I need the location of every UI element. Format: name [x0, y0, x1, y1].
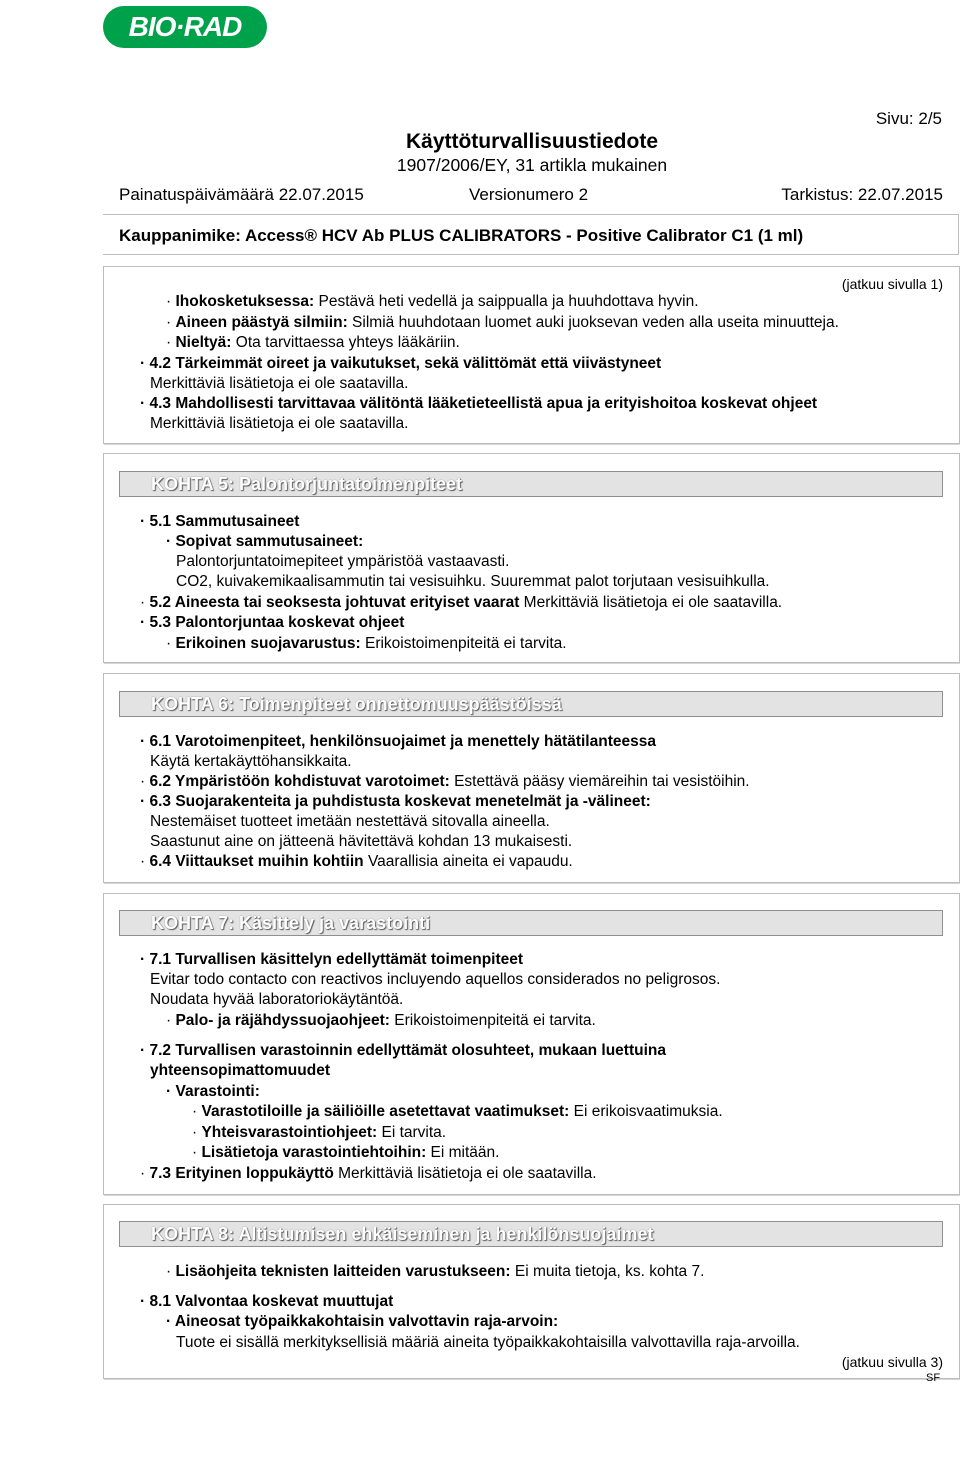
- heading-6-2: 6.2 Ympäristöön kohdistuvat varotoimet:: [149, 773, 450, 790]
- heading-5-1-text: 5.1 Sammutusaineet: [149, 513, 300, 530]
- text-6-2: Estettävä pääsy viemäreihin tai vesistöihin.: [449, 773, 750, 790]
- joint-storage: · Yhteisvarastointiohjeet: Ei tarvita.: [192, 1124, 447, 1141]
- protective-equipment-label: Erikoinen suojavarustus:: [175, 635, 361, 652]
- eye-contact: · Aineen päästyä silmiin: Silmiä huuhdotaan luomet auki juoksevan veden alla useita minuutteja.: [166, 314, 839, 331]
- ingestion-text: Ota tarvittaessa yhteys lääkäriin.: [231, 334, 460, 351]
- heading-5-3: · 5.3 Palontorjuntaa koskevat ohjeet: [140, 614, 405, 631]
- section-6-title: KOHTA 6: Toimenpiteet onnettomuuspäästöissä: [151, 694, 562, 714]
- document-subtitle: 1907/2006/EY, 31 artikla mukainen: [396, 155, 668, 175]
- heading-5-3-text: 5.3 Palontorjuntaa koskevat ohjeet: [149, 614, 405, 631]
- bio-rad-logo: [103, 6, 267, 48]
- revision-date: Tarkistus: 22.07.2015: [781, 185, 943, 204]
- limit-components-label-text: Aineosat työpaikkakohtaisin valvottavin raja-arvoin:: [174, 1313, 559, 1330]
- text-7-1-line-1: Evitar todo contacto con reactivos incluyendo aquellos considerados no peligrosos.: [150, 971, 721, 988]
- skin-contact: · Ihokosketuksessa: Pestävä heti vedellä ja saippualla ja huuhdottava hyvin.: [166, 293, 699, 310]
- joint-storage-label: Yhteisvarastointiohjeet:: [201, 1124, 378, 1141]
- heading-6-4: 6.4 Viittaukset muihin kohtiin: [149, 853, 364, 870]
- continued-to: (jatkuu sivulla 3): [841, 1354, 943, 1370]
- section-6-title-bar: [119, 691, 943, 717]
- header-rule-top: [103, 214, 959, 215]
- heading-7-3: 7.3 Erityinen loppukäyttö: [149, 1165, 334, 1182]
- hazards-5-2: · 5.2 Aineesta tai seoksesta johtuvat erityiset vaarat Merkittäviä lisätietoja ei ole saatavilla.: [140, 594, 783, 611]
- heading-7-1: · 7.1 Turvallisen käsittelyn edellyttämät toimenpiteet: [140, 951, 524, 968]
- skin-contact-label: Ihokosketuksessa:: [175, 293, 315, 310]
- environment-6-2: · 6.2 Ympäristöön kohdistuvat varotoimet: Estettävä pääsy viemäreihin tai vesistöihin.: [140, 773, 750, 790]
- heading-6-1: · 6.1 Varotoimenpiteet, henkilönsuojaimet ja menettely hätätilanteessa: [140, 733, 656, 750]
- text-6-4: Vaarallisia aineita ei vapaudu.: [363, 853, 573, 870]
- joint-storage-text: Ei tarvita.: [377, 1124, 447, 1141]
- end-use-7-3: · 7.3 Erityinen loppukäyttö Merkittäviä lisätietoja ei ole saatavilla.: [140, 1165, 597, 1182]
- storage-info-label: Lisätietoja varastointiehtoihin:: [201, 1144, 427, 1161]
- text-6-1: Käytä kertakäyttöhansikkaita.: [150, 753, 352, 770]
- heading-7-2-line-2: yhteensopimattomuudet: [150, 1062, 330, 1079]
- references-6-4: · 6.4 Viittaukset muihin kohtiin Vaarallisia aineita ei vapaudu.: [140, 853, 573, 870]
- storage-info: · Lisätietoja varastointiehtoihin: Ei mitään.: [192, 1144, 500, 1161]
- text-4-2: Merkittäviä lisätietoja ei ole saatavilla.: [150, 375, 409, 392]
- ingestion-label: Nieltyä:: [175, 334, 232, 351]
- fire-protection-text: Erikoistoimenpiteitä ei tarvita.: [389, 1012, 596, 1029]
- heading-4-3-text: 4.3 Mahdollisesti tarvittavaa välitöntä lääketieteellistä apua ja erityishoitoa koskevat ohjeet: [149, 395, 818, 412]
- eye-contact-label: Aineen päästyä silmiin:: [175, 314, 348, 331]
- section-7-title: KOHTA 7: Käsittely ja varastointi: [151, 913, 431, 933]
- header-rule-right: [958, 214, 959, 255]
- continued-from: (jatkuu sivulla 1): [841, 276, 943, 292]
- text-6-3-line-1: Nestemäiset tuotteet imetään nestettävä sitovalla aineella.: [150, 813, 550, 830]
- technical-measures: · Lisäohjeita teknisten laitteiden varustukseen: Ei muita tietoja, ks. kohta 7.: [166, 1263, 705, 1280]
- technical-measures-label: Lisäohjeita teknisten laitteiden varustukseen:: [175, 1263, 511, 1280]
- heading-5-2: 5.2 Aineesta tai seoksesta johtuvat erityiset vaarat: [149, 594, 520, 611]
- ingestion: · Nieltyä: Ota tarvittaessa yhteys lääkäriin.: [166, 334, 460, 351]
- storage-info-text: Ei mitään.: [426, 1144, 500, 1161]
- text-7-1-line-2: Noudata hyvää laboratoriokäytäntöä.: [150, 991, 404, 1008]
- limit-components-label: · Aineosat työpaikkakohtaisin valvottavin raja-arvoin:: [166, 1313, 559, 1330]
- section-7-title-bar: [119, 910, 943, 936]
- heading-8-1-text: 8.1 Valvontaa koskevat muuttujat: [149, 1293, 394, 1310]
- storage-requirements-label: Varastotiloille ja säiliöille asetettavat vaatimukset:: [201, 1103, 570, 1120]
- heading-4-2-text: 4.2 Tärkeimmät oireet ja vaikutukset, sekä välittömät että viivästyneet: [149, 355, 662, 372]
- suitable-agents-label-text: Sopivat sammutusaineet:: [175, 533, 364, 550]
- storage-label: · Varastointi:: [166, 1083, 260, 1100]
- fire-protection-label: Palo- ja räjähdyssuojaohjeet:: [175, 1012, 390, 1029]
- storage-requirements: · Varastotiloille ja säiliöille asetettavat vaatimukset: Ei erikoisvaatimuksia.: [192, 1103, 723, 1120]
- heading-6-3-text: 6.3 Suojarakenteita ja puhdistusta koskevat menetelmät ja -välineet:: [149, 793, 651, 810]
- suitable-agents-line-2: CO2, kuivakemikaalisammutin tai vesisuihku. Suuremmat palot torjutaan vesisuihkulla.: [176, 573, 770, 590]
- limit-components-text: Tuote ei sisällä merkityksellisiä määriä aineita työpaikkakohtaisilla valvottavilla raja-arvoilla.: [176, 1334, 800, 1351]
- document-title: Käyttöturvallisuustiedote: [405, 130, 659, 153]
- protective-equipment: · Erikoinen suojavarustus: Erikoistoimenpiteitä ei tarvita.: [166, 635, 567, 652]
- technical-measures-text: Ei muita tietoja, ks. kohta 7.: [510, 1263, 705, 1280]
- suitable-agents-line-1: Palontorjuntatoimepiteet ympäristöä vastaavasti.: [176, 553, 510, 570]
- protective-equipment-text: Erikoistoimenpiteitä ei tarvita.: [360, 635, 567, 652]
- section-8-title: KOHTA 8: Altistumisen ehkäiseminen ja henkilönsuojaimet: [151, 1224, 654, 1244]
- logo-text: BIO·RAD: [128, 11, 242, 42]
- eye-contact-text: Silmiä huuhdotaan luomet auki juoksevan veden alla useita minuutteja.: [347, 314, 839, 331]
- print-date: Painatuspäivämäärä 22.07.2015: [119, 185, 364, 204]
- section-5-title: KOHTA 5: Palontorjuntatoimenpiteet: [151, 474, 463, 494]
- suitable-agents-label: · Sopivat sammutusaineet:: [166, 533, 364, 550]
- section-5-title-bar: [119, 471, 943, 497]
- heading-4-3: · 4.3 Mahdollisesti tarvittavaa välitöntä lääketieteellistä apua ja erityishoitoa koskevat ohjeet: [140, 395, 818, 412]
- heading-5-1: · 5.1 Sammutusaineet: [140, 513, 300, 530]
- heading-4-2: · 4.2 Tärkeimmät oireet ja vaikutukset, sekä välittömät että viivästyneet: [140, 355, 662, 372]
- heading-6-3: · 6.3 Suojarakenteita ja puhdistusta koskevat menetelmät ja -välineet:: [140, 793, 651, 810]
- header-rule-bottom: [103, 254, 959, 255]
- text-6-3-line-2: Saastunut aine on jätteenä hävitettävä kohdan 13 mukaisesti.: [150, 833, 573, 850]
- footer-code: SF: [926, 1372, 941, 1384]
- heading-6-1-text: 6.1 Varotoimenpiteet, henkilönsuojaimet ja menettely hätätilanteessa: [149, 733, 656, 750]
- text-7-3: Merkittäviä lisätietoja ei ole saatavilla.: [333, 1165, 597, 1182]
- trade-name: Kauppanimike: Access® HCV Ab PLUS CALIBRATORS - Positive Calibrator C1 (1 ml): [119, 226, 804, 245]
- section-8-title-bar: [119, 1221, 943, 1247]
- heading-7-1-text: 7.1 Turvallisen käsittelyn edellyttämät toimenpiteet: [149, 951, 524, 968]
- version-number: Versionumero 2: [469, 185, 589, 204]
- text-4-3: Merkittäviä lisätietoja ei ole saatavilla.: [150, 415, 409, 432]
- page-number: Sivu: 2/5: [875, 109, 942, 128]
- heading-8-1: · 8.1 Valvontaa koskevat muuttujat: [140, 1293, 394, 1310]
- skin-contact-text: Pestävä heti vedellä ja saippualla ja huuhdottava hyvin.: [314, 293, 699, 310]
- storage-requirements-text: Ei erikoisvaatimuksia.: [569, 1103, 723, 1120]
- heading-7-2-text: 7.2 Turvallisen varastoinnin edellyttämät olosuhteet, mukaan luettuina: [149, 1042, 666, 1059]
- storage-label-text: Varastointi:: [175, 1083, 260, 1100]
- text-5-2: Merkittäviä lisätietoja ei ole saatavilla.: [519, 594, 783, 611]
- fire-protection: · Palo- ja räjähdyssuojaohjeet: Erikoistoimenpiteitä ei tarvita.: [166, 1012, 596, 1029]
- heading-7-2: · 7.2 Turvallisen varastoinnin edellyttämät olosuhteet, mukaan luettuina: [140, 1042, 666, 1059]
